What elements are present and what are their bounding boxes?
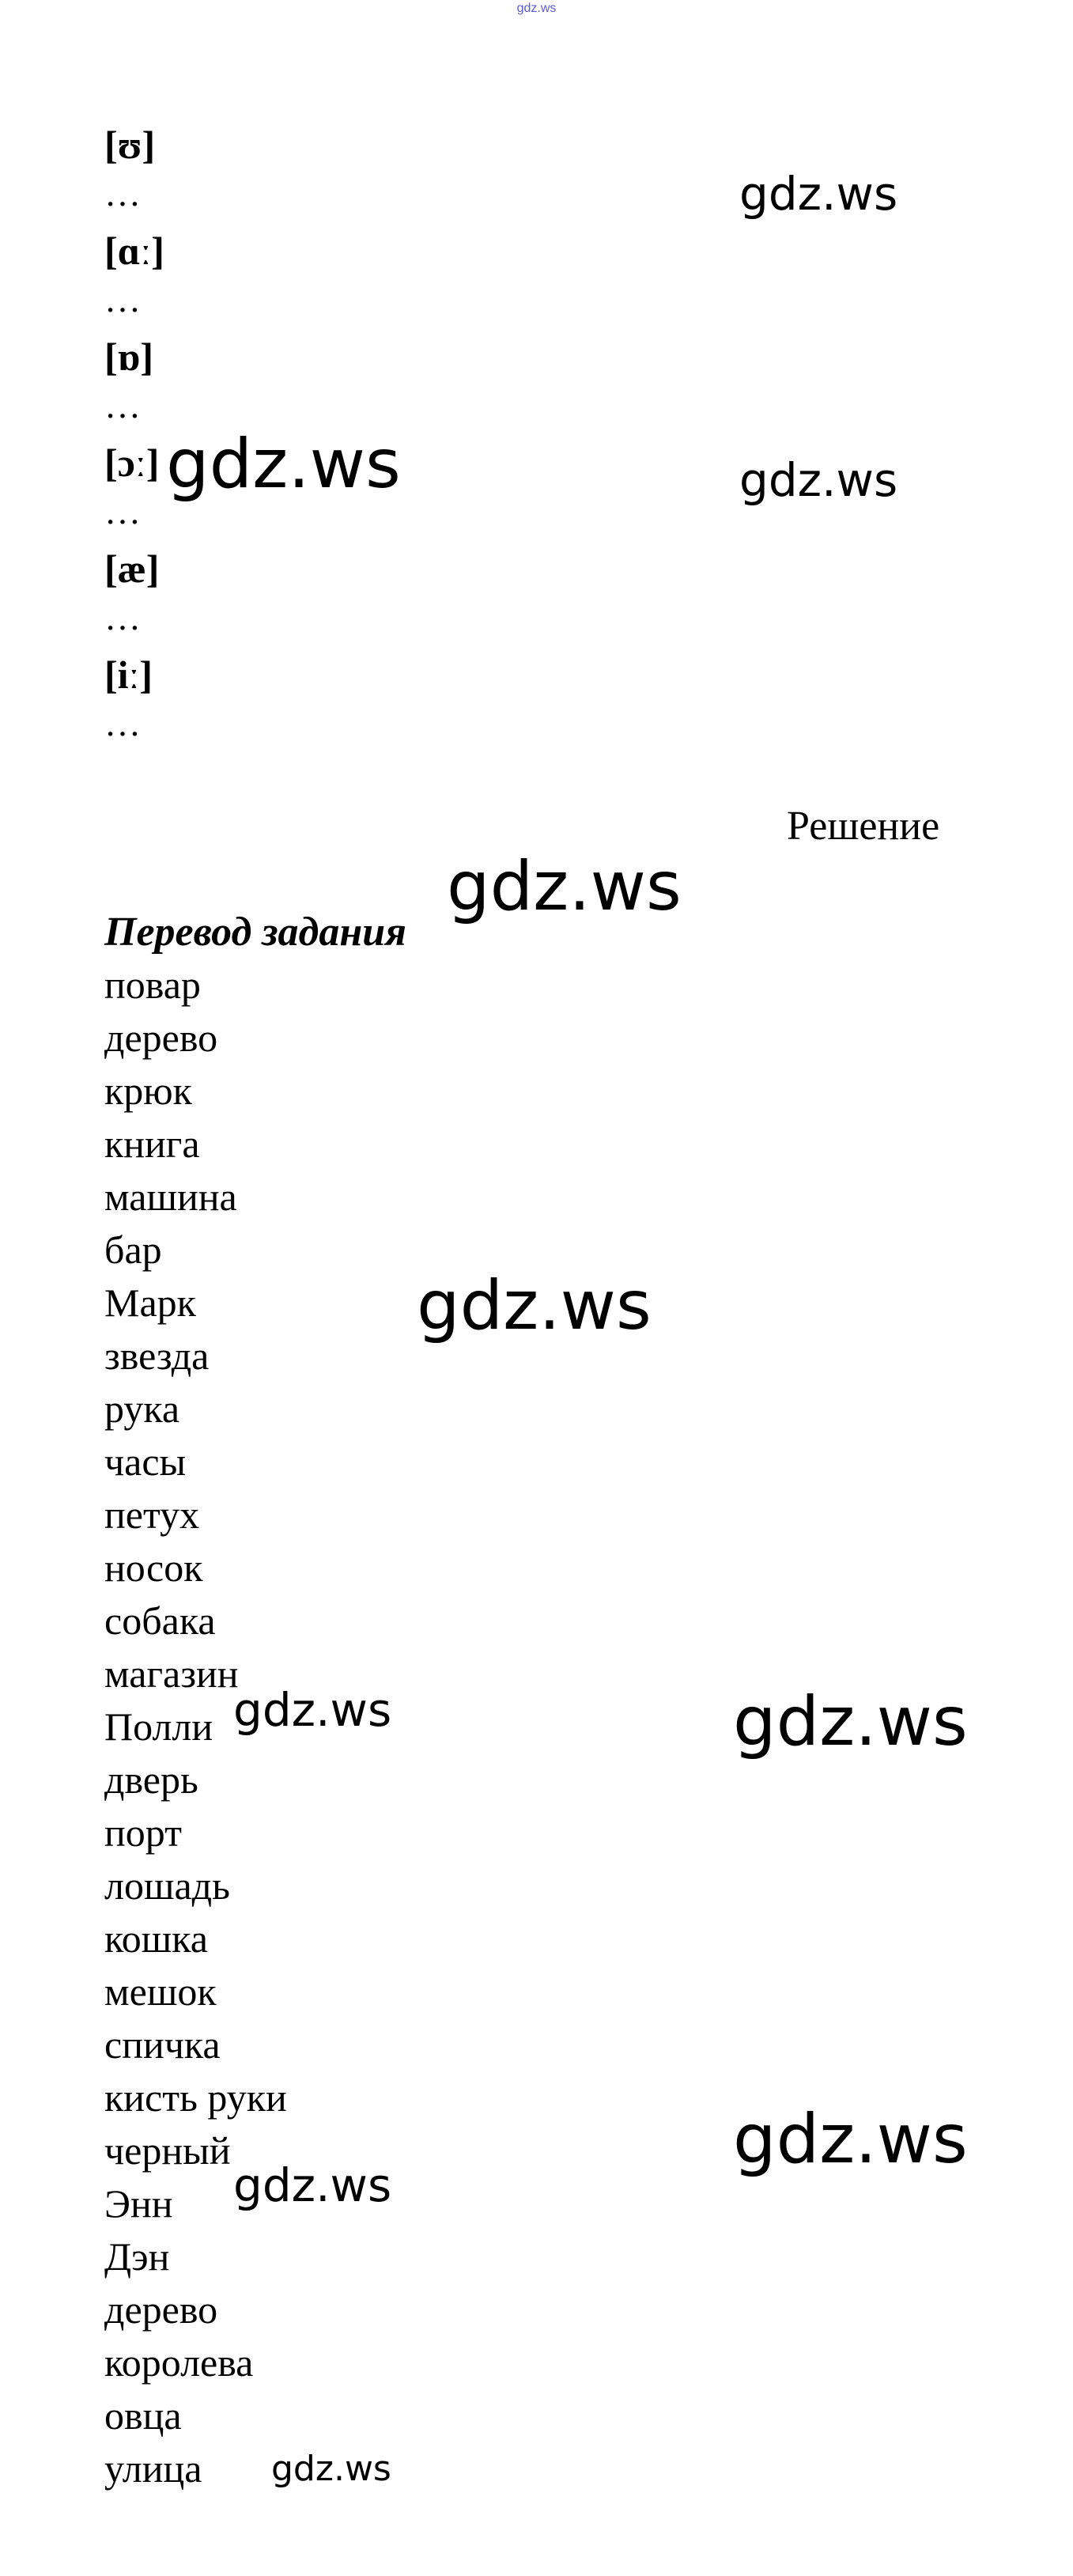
phonetic-blank: …	[104, 491, 141, 531]
list-item: магазин	[104, 1651, 239, 1696]
watermark: gdz.ws	[166, 425, 401, 504]
watermark: gdz.ws	[739, 453, 898, 507]
solution-label: Решение	[787, 804, 940, 849]
list-item: порт	[104, 1810, 182, 1855]
list-item: книга	[104, 1122, 200, 1166]
phonetic-blank: …	[104, 279, 141, 320]
list-item: Полли	[104, 1704, 213, 1749]
phonetic-symbol: [ʊ]	[104, 123, 156, 167]
list-item: рука	[104, 1386, 180, 1431]
list-item: лошадь	[104, 1863, 230, 1908]
list-item: дерево	[104, 1016, 218, 1060]
list-item: кошка	[104, 1916, 208, 1961]
list-item: часы	[104, 1439, 187, 1484]
list-item: Марк	[104, 1280, 196, 1325]
phonetic-item	[104, 541, 579, 647]
list-item: спичка	[104, 2022, 221, 2067]
list-item: носок	[104, 1545, 203, 1590]
phonetic-blank: …	[104, 703, 141, 743]
phonetic-item	[104, 223, 579, 329]
list-item: повар	[104, 963, 201, 1007]
list-item: петух	[104, 1492, 200, 1537]
translation-title: Перевод задания	[104, 910, 406, 955]
list-item: крюк	[104, 1069, 192, 1113]
phonetic-item	[104, 329, 579, 435]
watermark: gdz.ws	[733, 1682, 968, 1761]
list-item: мешок	[104, 1969, 217, 2014]
list-item: кисть руки	[104, 2075, 287, 2120]
phonetic-symbol: [ɒ]	[104, 335, 154, 379]
watermark: gdz.ws	[739, 167, 898, 221]
phonetic-symbol: [ɔː]	[104, 441, 160, 485]
phonetic-blank: …	[104, 173, 141, 214]
watermark: gdz.ws	[417, 1266, 652, 1345]
phonetic-item	[104, 647, 579, 753]
phonetic-item	[104, 117, 579, 223]
phonetic-symbol: [iː]	[104, 653, 153, 697]
phonetic-symbol: [æ]	[104, 547, 160, 591]
list-item: собака	[104, 1598, 216, 1643]
watermark: gdz.ws	[447, 847, 682, 926]
watermark: gdz.ws	[271, 2449, 391, 2489]
list-item: звезда	[104, 1333, 210, 1378]
list-item: черный	[104, 2128, 231, 2173]
phonetic-blank: …	[104, 385, 141, 426]
list-item: улица	[104, 2446, 202, 2491]
list-item: бар	[104, 1227, 162, 1272]
list-item: королева	[104, 2340, 254, 2385]
watermark: gdz.ws	[233, 1683, 392, 1737]
list-item: Дэн	[104, 2234, 170, 2279]
phonetic-symbol: [ɑː]	[104, 229, 164, 273]
list-item: машина	[104, 1175, 237, 1219]
phonetic-blank: …	[104, 597, 141, 637]
watermark: gdz.ws	[233, 2158, 392, 2212]
list-item: дверь	[104, 1757, 198, 1802]
header-link[interactable]: gdz.ws	[516, 2, 557, 15]
watermark: gdz.ws	[733, 2100, 968, 2179]
list-item: овца	[104, 2393, 182, 2438]
list-item: дерево	[104, 2287, 218, 2332]
list-item: Энн	[104, 2181, 173, 2226]
